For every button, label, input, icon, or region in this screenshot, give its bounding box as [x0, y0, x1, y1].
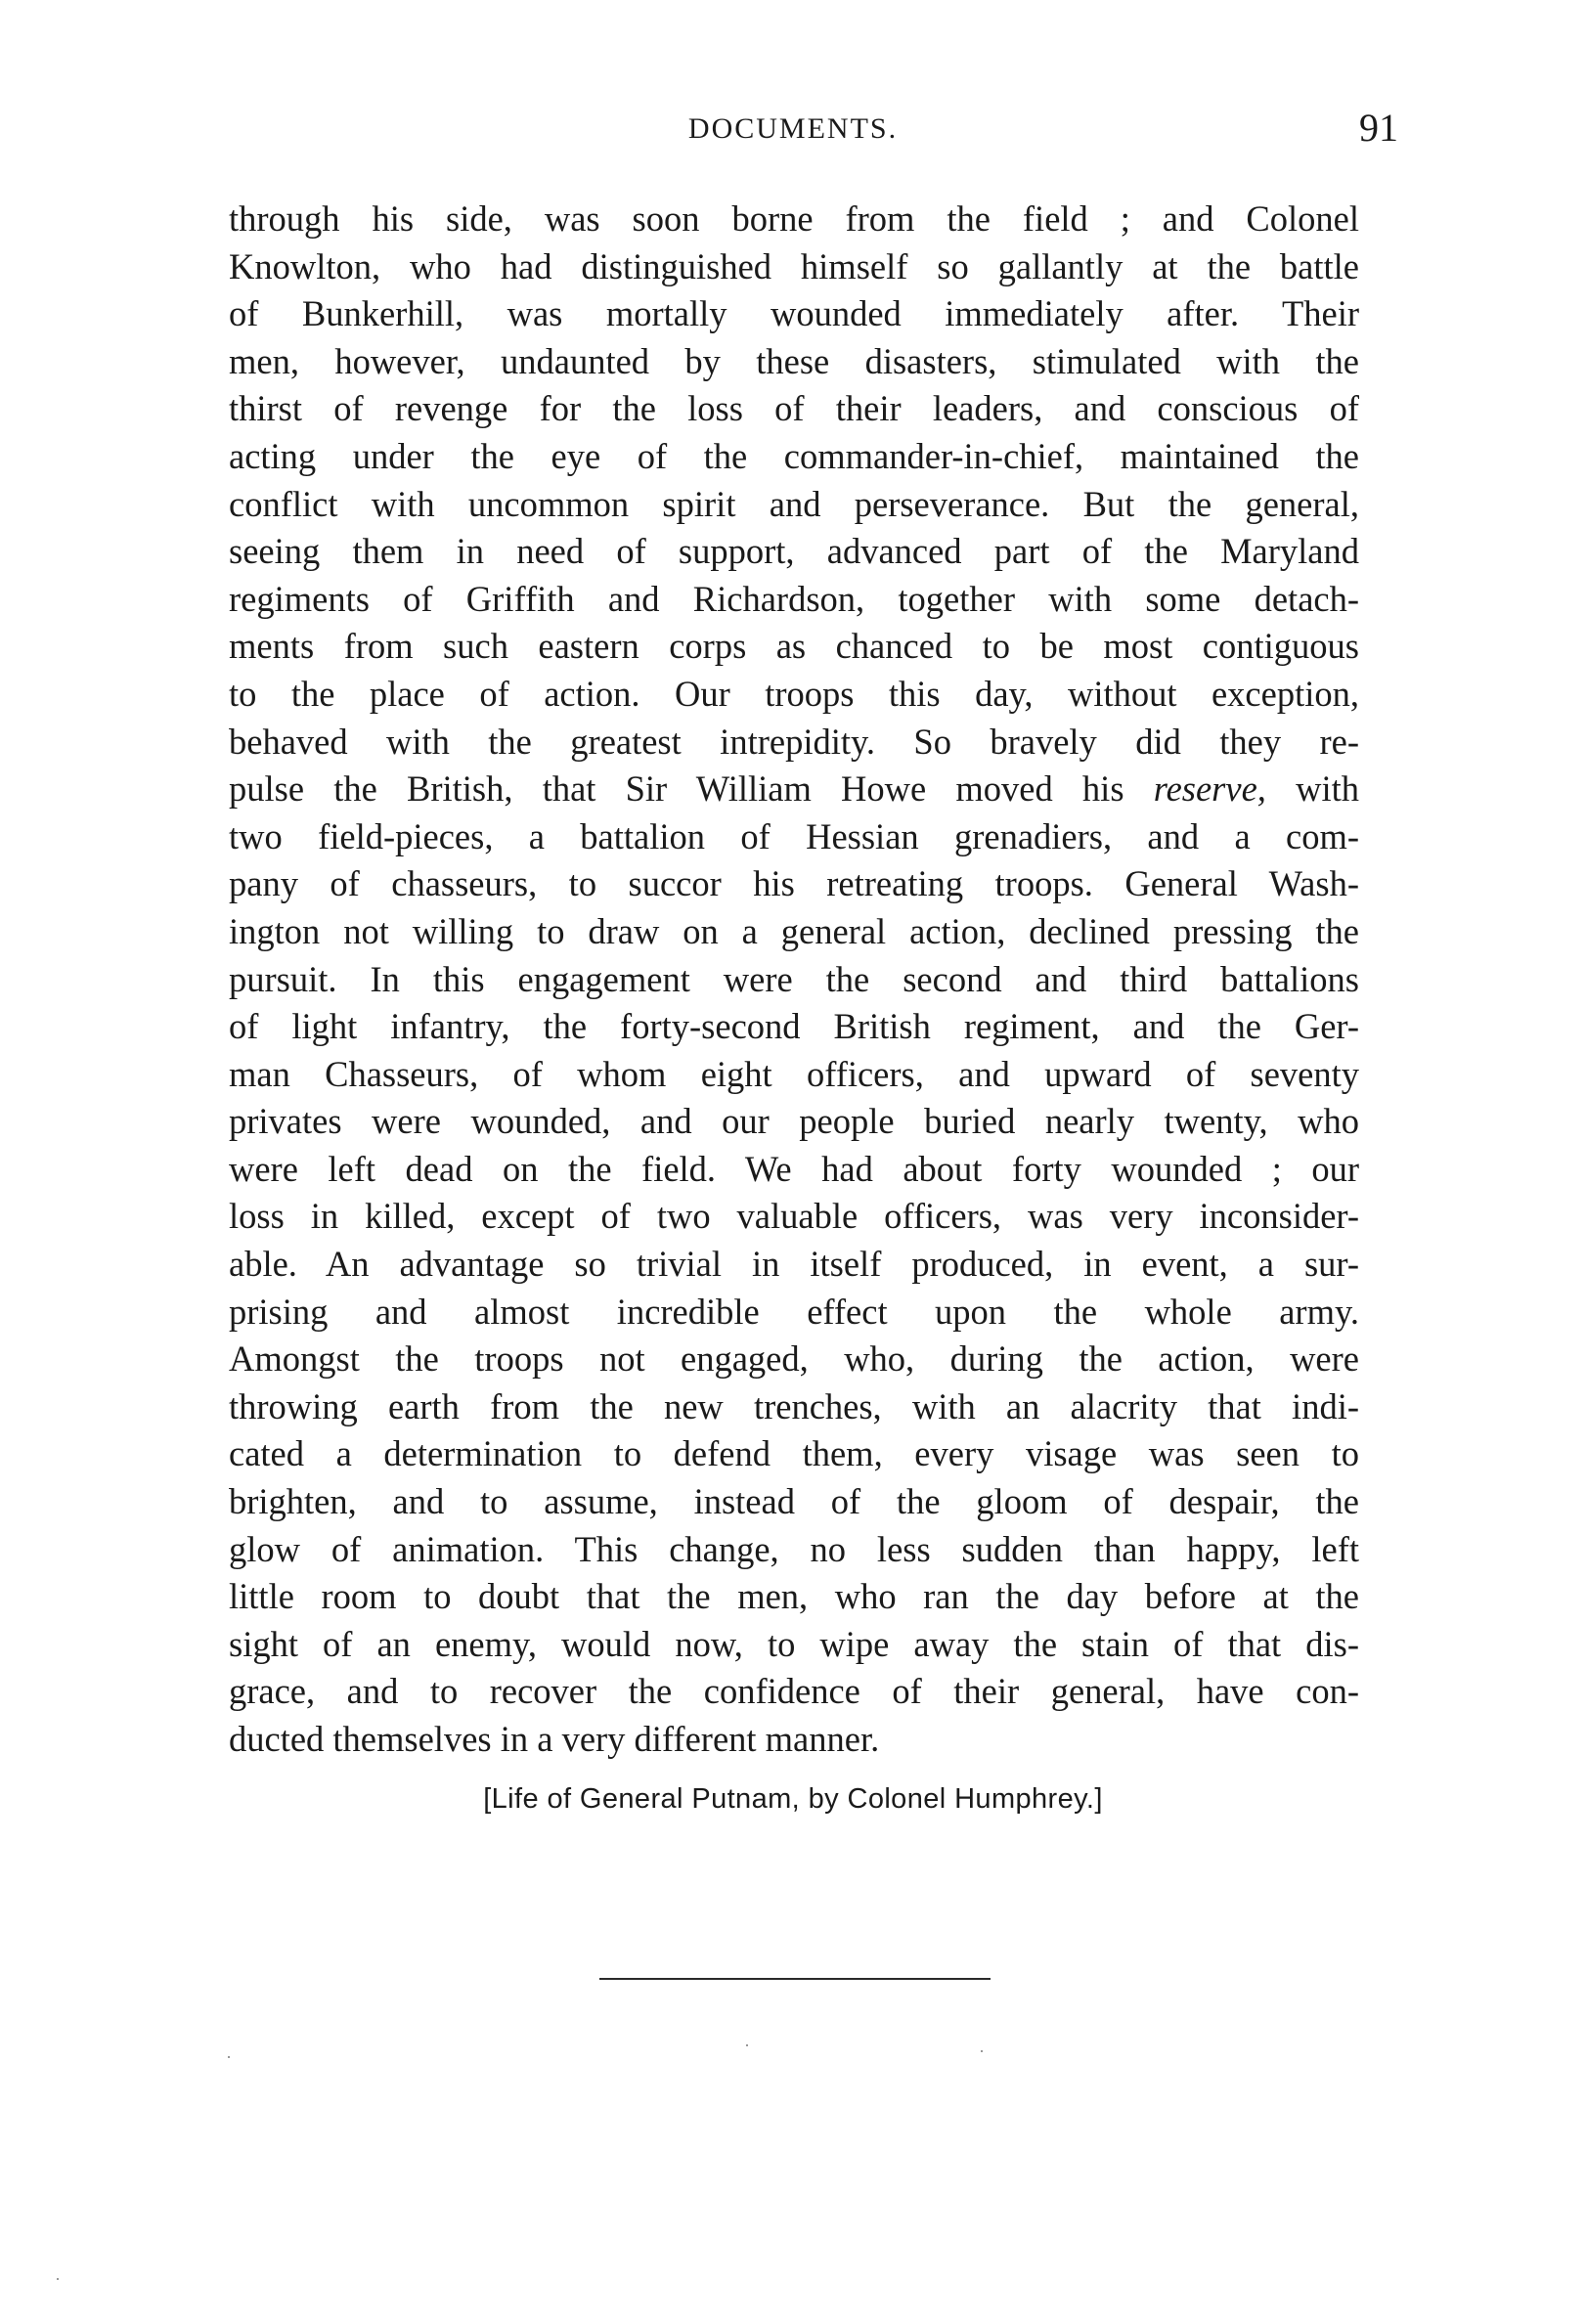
text-line: sight of an enemy, would now, to wipe away the stain of that dis- [229, 1623, 1359, 1664]
text-line: conflict with uncommon spirit and perseverance. But the general, [229, 483, 1359, 524]
text-segment: with [1296, 768, 1359, 810]
print-speck [57, 2278, 59, 2280]
text-line: pany of chasseurs, to succor his retreating troops. General Wash- [229, 863, 1359, 904]
print-speck [228, 2056, 230, 2058]
text-line: men, however, undaunted by these disasters, stimulated with the [229, 340, 1359, 381]
text-segment: pulse the British, that Sir William Howe moved his [229, 768, 1124, 810]
text-line: of light infantry, the forty-second British regiment, and the Ger- [229, 1006, 1359, 1047]
text-line: thirst of revenge for the loss of their leaders, and conscious of [229, 388, 1359, 429]
text-line: Amongst the troops not engaged, who, during the action, were [229, 1338, 1359, 1380]
print-speck [746, 2044, 748, 2046]
text-line: behaved with the greatest intrepidity. So bravely did they re- [229, 721, 1359, 762]
text-line: seeing them in need of support, advanced part of the Maryland [229, 531, 1359, 572]
text-line: of Bunkerhill, was mortally wounded immediately after. Their [229, 293, 1359, 334]
text-line: brighten, and to assume, instead of the gloom of despair, the [229, 1481, 1359, 1522]
text-line: man Chasseurs, of whom eight officers, and upward of seventy [229, 1053, 1359, 1094]
print-speck [981, 2050, 983, 2052]
text-line: pursuit. In this engagement were the second and third battalions [229, 958, 1359, 999]
text-line: grace, and to recover the confidence of their general, have con- [229, 1671, 1359, 1712]
section-divider-rule [599, 1978, 991, 1980]
text-line: little room to doubt that the men, who ran the day before at the [229, 1576, 1359, 1617]
running-title: DOCUMENTS. [687, 112, 899, 145]
body-paragraph [229, 196, 1359, 1764]
text-line: were left dead on the field. We had about forty wounded ; our [229, 1148, 1359, 1189]
text-line: regiments of Griffith and Richardson, together with some detach- [229, 578, 1359, 619]
text-line: to the place of action. Our troops this day, without exception, [229, 673, 1359, 714]
text-line: two field-pieces, a battalion of Hessian grenadiers, and a com- [229, 815, 1359, 856]
page-number: 91 [1359, 106, 1398, 150]
text-line: acting under the eye of the commander-in-chief, maintained the [229, 435, 1359, 476]
text-line: Knowlton, who had distinguished himself so gallantly at the battle [229, 245, 1359, 286]
text-line: able. An advantage so trivial in itself produced, in event, a sur- [229, 1244, 1359, 1285]
text-line: glow of animation. This change, no less sudden than happy, left [229, 1528, 1359, 1569]
text-line-with-italic [229, 766, 1359, 813]
text-line: prising and almost incredible effect upon the whole army. [229, 1291, 1359, 1332]
text-line: loss in killed, except of two valuable officers, was very inconsider- [229, 1196, 1359, 1237]
text-line: ments from such eastern corps as chanced to be most contiguous [229, 626, 1359, 667]
source-citation: [Life of General Putnam, by Colonel Humphrey.] [483, 1783, 1103, 1815]
text-line: throwing earth from the new trenches, with an alacrity that indi- [229, 1385, 1359, 1426]
text-line: through his side, was soon borne from the field ; and Colonel [229, 198, 1359, 239]
italic-word: reserve, [1153, 768, 1266, 810]
text-line: ducted themselves in a very different manner. [229, 1719, 880, 1759]
text-line: privates were wounded, and our people buried nearly twenty, who [229, 1101, 1359, 1142]
text-line: cated a determination to defend them, every visage was seen to [229, 1433, 1359, 1474]
text-line: ington not willing to draw on a general action, declined pressing the [229, 910, 1359, 951]
